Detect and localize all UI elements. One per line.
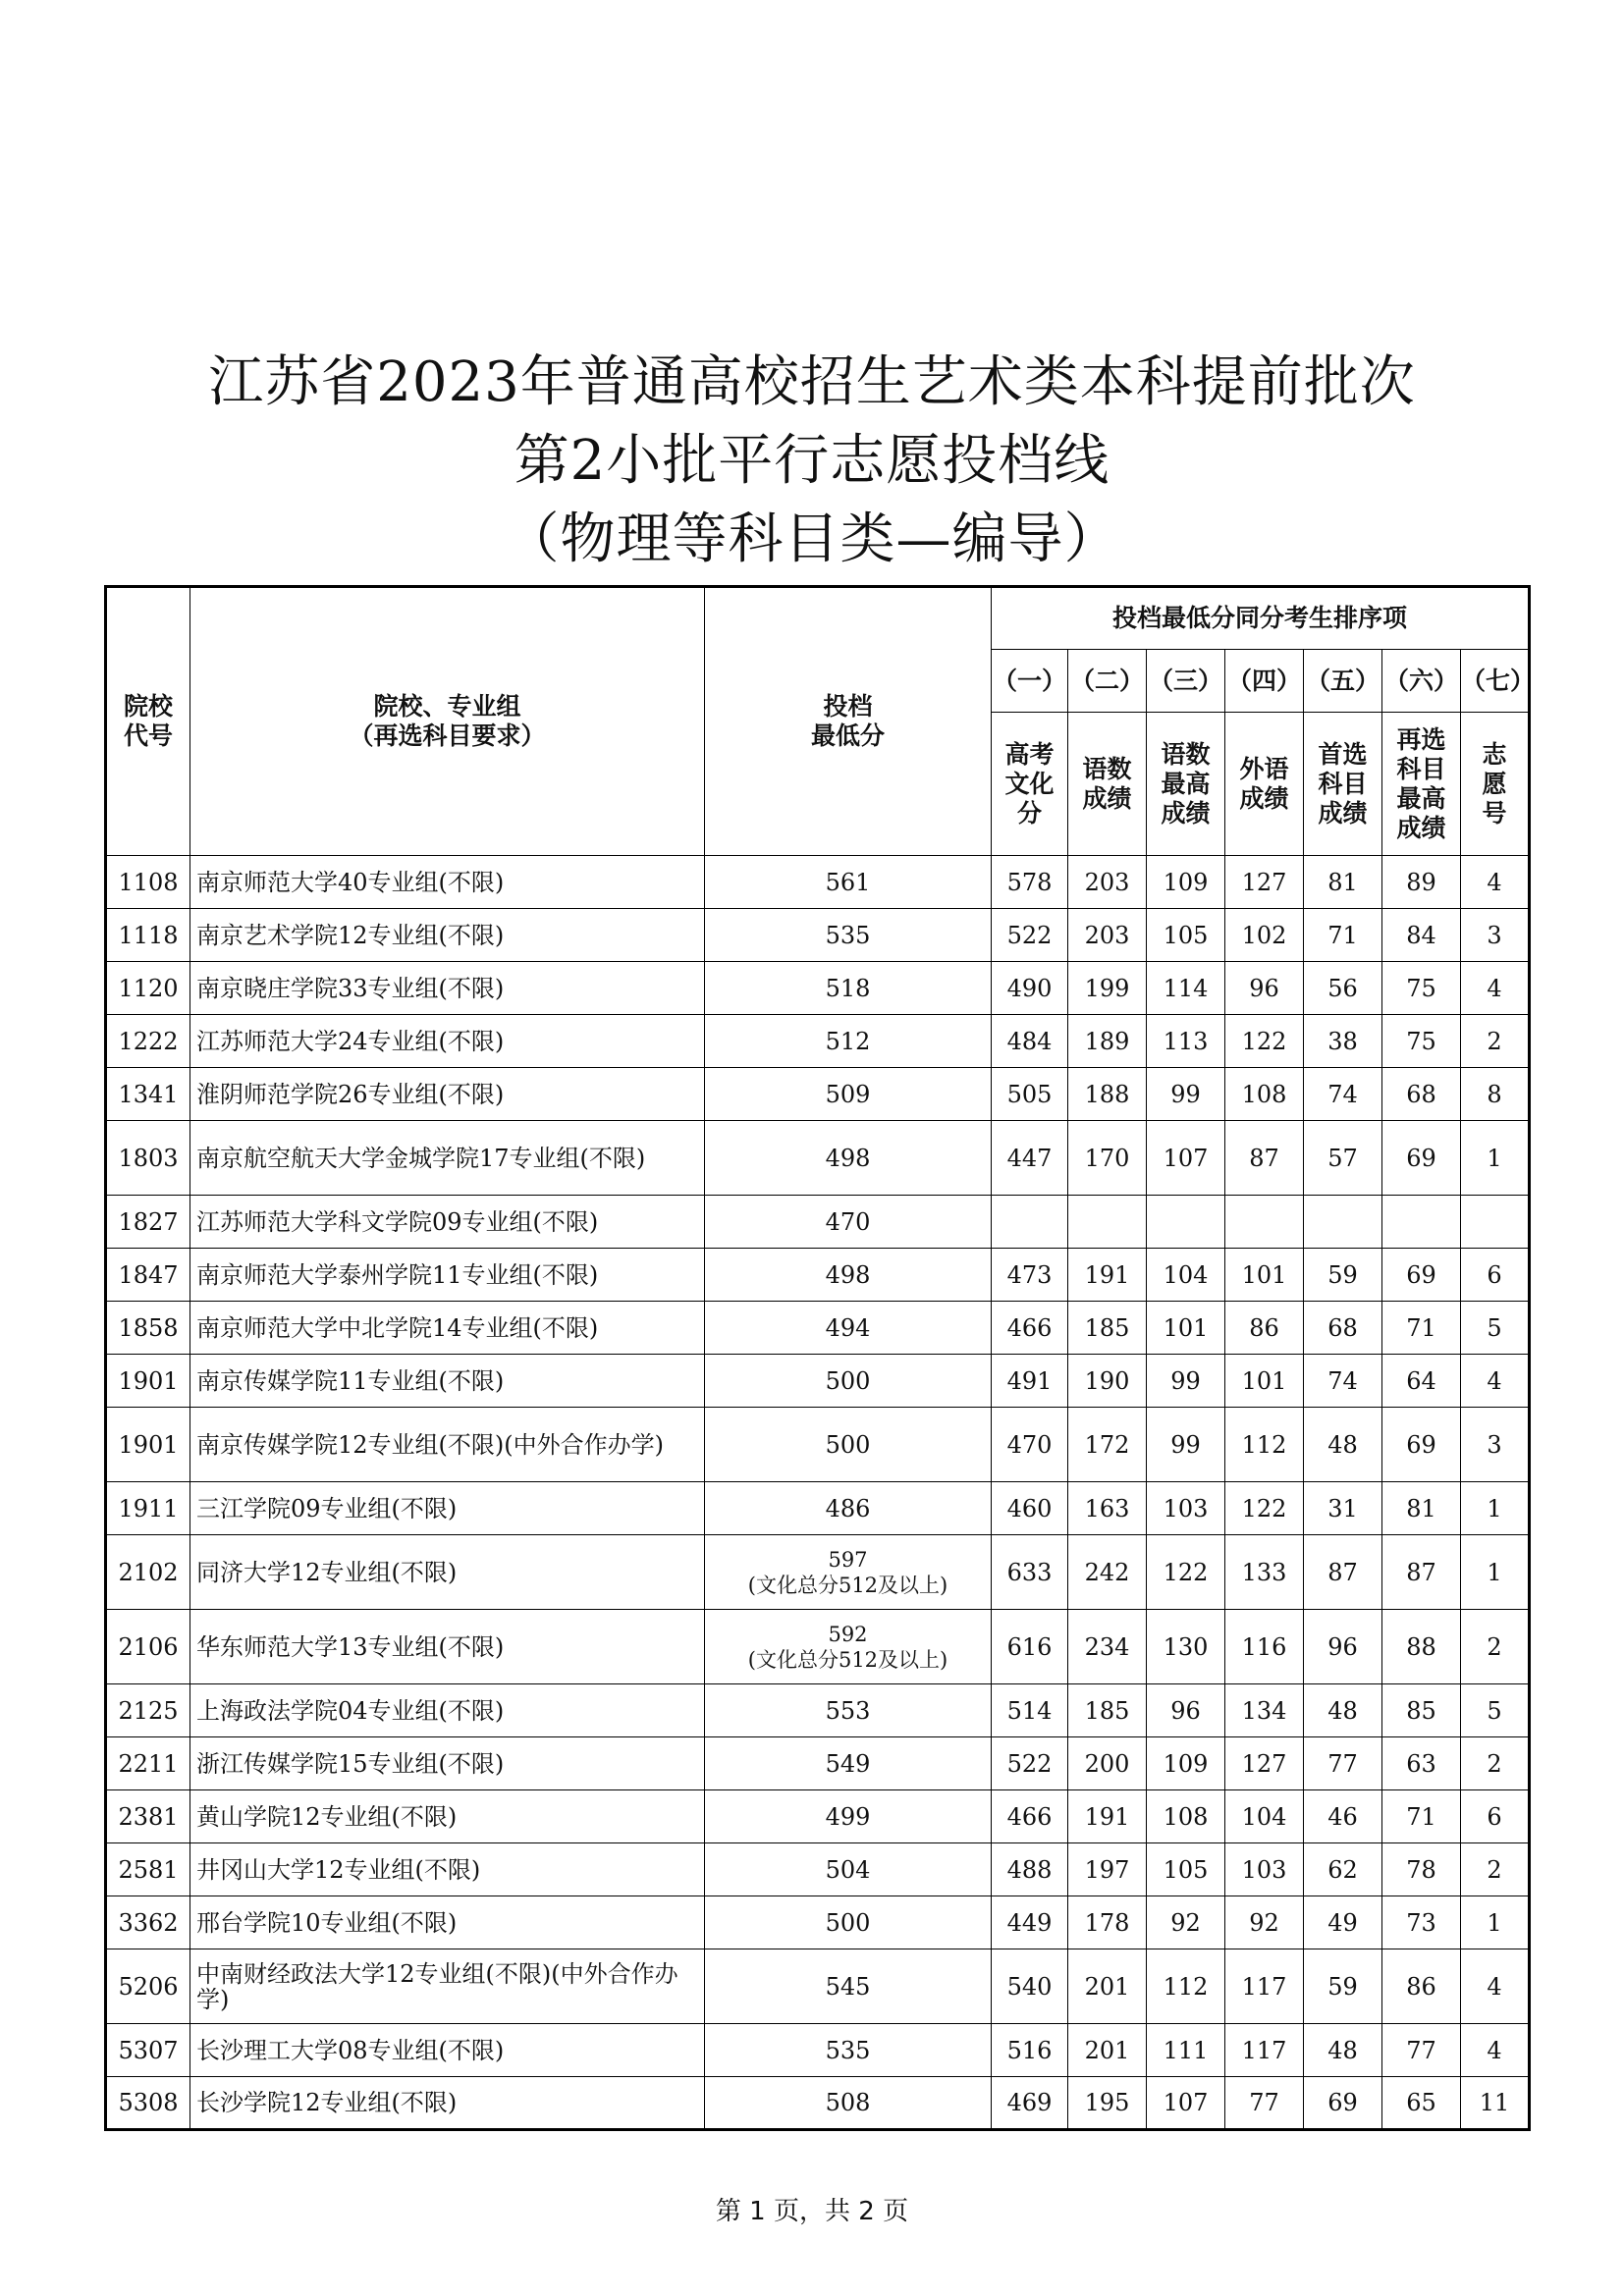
- min-score-value: 553: [825, 1696, 871, 1725]
- cell-sort-2: 163: [1068, 1482, 1147, 1535]
- table-row: [106, 1482, 1530, 1535]
- cell-name: 南京师范大学中北学院14专业组(不限): [190, 1302, 705, 1355]
- cell-code: 1847: [106, 1249, 190, 1302]
- cell-sort-2: 189: [1068, 1015, 1147, 1068]
- cell-sort-1: 490: [992, 962, 1068, 1015]
- cell-min-score: [705, 1068, 992, 1121]
- table-row: [106, 1949, 1530, 2024]
- document-title: [0, 344, 1624, 579]
- cell-name: 江苏师范大学24专业组(不限): [190, 1015, 705, 1068]
- table-row: [106, 1196, 1530, 1249]
- cell-code: 3362: [106, 1896, 190, 1949]
- cell-code: 2211: [106, 1737, 190, 1790]
- cell-sort-6: 81: [1382, 1482, 1461, 1535]
- cell-sort-6: 63: [1382, 1737, 1461, 1790]
- cell-name: 长沙学院12专业组(不限): [190, 2077, 705, 2130]
- cell-name: 华东师范大学13专业组(不限): [190, 1610, 705, 1684]
- table-row: [106, 962, 1530, 1015]
- cell-sort-7: 2: [1461, 1737, 1530, 1790]
- cell-sort-3: [1147, 1196, 1225, 1249]
- cell-sort-3: 107: [1147, 2077, 1225, 2130]
- header-sort-label: 外语 成绩: [1225, 713, 1304, 856]
- cell-sort-2: 190: [1068, 1355, 1147, 1408]
- cell-name: 南京传媒学院12专业组(不限)(中外合作办学): [190, 1408, 705, 1482]
- cell-sort-5: 46: [1304, 1790, 1382, 1843]
- cell-sort-2: 199: [1068, 962, 1147, 1015]
- cell-sort-7: 2: [1461, 1610, 1530, 1684]
- cell-min-score: [705, 1302, 992, 1355]
- cell-sort-6: 85: [1382, 1684, 1461, 1737]
- cell-sort-3: 101: [1147, 1302, 1225, 1355]
- cell-sort-7: 4: [1461, 1355, 1530, 1408]
- cell-name: 南京航空航天大学金城学院17专业组(不限): [190, 1121, 705, 1196]
- cell-sort-6: 89: [1382, 856, 1461, 909]
- cell-sort-3: 107: [1147, 1121, 1225, 1196]
- cell-sort-5: 31: [1304, 1482, 1382, 1535]
- cell-sort-4: 134: [1225, 1684, 1304, 1737]
- cell-code: 1858: [106, 1302, 190, 1355]
- cell-sort-6: 69: [1382, 1408, 1461, 1482]
- cell-sort-5: 62: [1304, 1843, 1382, 1896]
- table-row: [106, 1355, 1530, 1408]
- cell-sort-4: 117: [1225, 1949, 1304, 2024]
- cell-sort-1: 516: [992, 2024, 1068, 2077]
- cell-sort-6: 71: [1382, 1302, 1461, 1355]
- cell-sort-5: [1304, 1196, 1382, 1249]
- table-row: [106, 1684, 1530, 1737]
- cell-min-score: [705, 2024, 992, 2077]
- cell-sort-3: 103: [1147, 1482, 1225, 1535]
- cell-min-score: [705, 2077, 992, 2130]
- cell-sort-4: 133: [1225, 1535, 1304, 1610]
- cell-sort-7: 2: [1461, 1843, 1530, 1896]
- min-score-value: 535: [825, 921, 871, 949]
- cell-min-score: [705, 1249, 992, 1302]
- cell-sort-2: 234: [1068, 1610, 1147, 1684]
- table-row: [106, 1843, 1530, 1896]
- cell-name: 南京师范大学泰州学院11专业组(不限): [190, 1249, 705, 1302]
- cell-sort-4: 108: [1225, 1068, 1304, 1121]
- table-row: [106, 2077, 1530, 2130]
- cell-sort-3: 105: [1147, 909, 1225, 962]
- cell-min-score: [705, 909, 992, 962]
- cell-sort-3: 113: [1147, 1015, 1225, 1068]
- cell-sort-2: 178: [1068, 1896, 1147, 1949]
- cell-sort-5: 57: [1304, 1121, 1382, 1196]
- cell-sort-7: 1: [1461, 1535, 1530, 1610]
- cell-sort-4: 122: [1225, 1015, 1304, 1068]
- cell-min-score: [705, 1355, 992, 1408]
- cell-sort-2: 172: [1068, 1408, 1147, 1482]
- min-score-value: 498: [825, 1260, 871, 1289]
- min-score-value: 512: [825, 1027, 871, 1055]
- cell-sort-7: [1461, 1196, 1530, 1249]
- cell-code: 2581: [106, 1843, 190, 1896]
- cell-min-score: [705, 1790, 992, 1843]
- cell-sort-7: 3: [1461, 1408, 1530, 1482]
- cell-min-score: [705, 1737, 992, 1790]
- cell-sort-4: 103: [1225, 1843, 1304, 1896]
- cell-sort-1: 473: [992, 1249, 1068, 1302]
- cell-sort-7: 6: [1461, 1790, 1530, 1843]
- cell-sort-1: 488: [992, 1843, 1068, 1896]
- min-score-value: 549: [825, 1749, 871, 1778]
- cell-sort-1: 466: [992, 1790, 1068, 1843]
- cell-sort-5: 81: [1304, 856, 1382, 909]
- cell-sort-1: 484: [992, 1015, 1068, 1068]
- cell-sort-3: 96: [1147, 1684, 1225, 1737]
- table-row: [106, 1302, 1530, 1355]
- header-sort-label: 语数 成绩: [1068, 713, 1147, 856]
- cell-sort-1: 522: [992, 1737, 1068, 1790]
- table-row: [106, 2024, 1530, 2077]
- cell-sort-6: 88: [1382, 1610, 1461, 1684]
- cell-sort-3: 122: [1147, 1535, 1225, 1610]
- cell-sort-5: 74: [1304, 1068, 1382, 1121]
- table-row: [106, 1896, 1530, 1949]
- cell-sort-6: 75: [1382, 1015, 1461, 1068]
- cell-name: 南京师范大学40专业组(不限): [190, 856, 705, 909]
- cell-sort-4: 101: [1225, 1355, 1304, 1408]
- header-sort-num: （二）: [1068, 650, 1147, 713]
- table-row: [106, 1535, 1530, 1610]
- min-score-value: 504: [825, 1855, 871, 1884]
- cell-code: 2106: [106, 1610, 190, 1684]
- cell-sort-5: 87: [1304, 1535, 1382, 1610]
- cell-sort-2: 170: [1068, 1121, 1147, 1196]
- cell-sort-4: 127: [1225, 856, 1304, 909]
- min-score-note: (文化总分512及以上): [747, 1573, 948, 1597]
- min-score-note: (文化总分512及以上): [747, 1647, 948, 1672]
- cell-sort-7: 4: [1461, 2024, 1530, 2077]
- min-score-value: 494: [825, 1313, 871, 1342]
- score-table-container: [104, 585, 1536, 2131]
- header-sort-label: 首选 科目 成绩: [1304, 713, 1382, 856]
- cell-code: 1911: [106, 1482, 190, 1535]
- cell-sort-5: 71: [1304, 909, 1382, 962]
- cell-sort-6: 86: [1382, 1949, 1461, 2024]
- cell-sort-1: 505: [992, 1068, 1068, 1121]
- cell-name: 淮阴师范学院26专业组(不限): [190, 1068, 705, 1121]
- cell-min-score: [705, 1196, 992, 1249]
- cell-sort-7: 4: [1461, 962, 1530, 1015]
- cell-sort-3: 108: [1147, 1790, 1225, 1843]
- cell-code: 5308: [106, 2077, 190, 2130]
- cell-sort-7: 5: [1461, 1684, 1530, 1737]
- cell-sort-1: 466: [992, 1302, 1068, 1355]
- cell-sort-7: 1: [1461, 1482, 1530, 1535]
- cell-sort-3: 99: [1147, 1408, 1225, 1482]
- header-sort-num: （四）: [1225, 650, 1304, 713]
- cell-sort-7: 11: [1461, 2077, 1530, 2130]
- cell-sort-4: 92: [1225, 1896, 1304, 1949]
- cell-min-score: [705, 962, 992, 1015]
- cell-sort-1: 540: [992, 1949, 1068, 2024]
- cell-sort-5: 69: [1304, 2077, 1382, 2130]
- cell-sort-6: 68: [1382, 1068, 1461, 1121]
- table-row: [106, 909, 1530, 962]
- cell-sort-3: 130: [1147, 1610, 1225, 1684]
- cell-name: 中南财经政法大学12专业组(不限)(中外合作办学): [190, 1949, 705, 2024]
- cell-sort-1: [992, 1196, 1068, 1249]
- cell-code: 1341: [106, 1068, 190, 1121]
- cell-sort-2: 191: [1068, 1790, 1147, 1843]
- header-name: 院校、专业组 （再选科目要求）: [190, 587, 705, 856]
- min-score-value: 545: [825, 1972, 871, 2001]
- min-score-value: 499: [825, 1802, 871, 1831]
- cell-code: 1118: [106, 909, 190, 962]
- cell-code: 1827: [106, 1196, 190, 1249]
- cell-min-score: [705, 1949, 992, 2024]
- cell-sort-3: 114: [1147, 962, 1225, 1015]
- cell-sort-4: [1225, 1196, 1304, 1249]
- header-min-score: 投档 最低分: [705, 587, 992, 856]
- cell-sort-5: 48: [1304, 2024, 1382, 2077]
- cell-name: 浙江传媒学院15专业组(不限): [190, 1737, 705, 1790]
- header-sort-num: （七）: [1461, 650, 1530, 713]
- cell-sort-1: 633: [992, 1535, 1068, 1610]
- cell-sort-3: 111: [1147, 2024, 1225, 2077]
- cell-sort-6: 71: [1382, 1790, 1461, 1843]
- cell-sort-1: 522: [992, 909, 1068, 962]
- table-row: [106, 1068, 1530, 1121]
- title-line-2: 第2小批平行志愿投档线: [514, 429, 1110, 493]
- cell-sort-3: 109: [1147, 856, 1225, 909]
- cell-sort-3: 99: [1147, 1355, 1225, 1408]
- cell-sort-2: 188: [1068, 1068, 1147, 1121]
- cell-sort-2: 185: [1068, 1302, 1147, 1355]
- min-score-value: 500: [825, 1908, 871, 1937]
- min-score-value: 597: [828, 1547, 868, 1572]
- cell-name: 井冈山大学12专业组(不限): [190, 1843, 705, 1896]
- cell-sort-7: 4: [1461, 1949, 1530, 2024]
- cell-sort-5: 68: [1304, 1302, 1382, 1355]
- cell-sort-6: 84: [1382, 909, 1461, 962]
- min-score-value: 508: [825, 2089, 871, 2116]
- header-code: 院校 代号: [106, 587, 190, 856]
- min-score-value: 509: [825, 1080, 871, 1108]
- cell-sort-7: 3: [1461, 909, 1530, 962]
- cell-sort-4: 104: [1225, 1790, 1304, 1843]
- cell-code: 1803: [106, 1121, 190, 1196]
- cell-sort-1: 449: [992, 1896, 1068, 1949]
- cell-sort-7: 6: [1461, 1249, 1530, 1302]
- table-row: [106, 1015, 1530, 1068]
- header-sort-num: （六）: [1382, 650, 1461, 713]
- cell-name: 南京艺术学院12专业组(不限): [190, 909, 705, 962]
- cell-sort-2: 201: [1068, 1949, 1147, 2024]
- cell-sort-5: 48: [1304, 1408, 1382, 1482]
- cell-sort-6: 75: [1382, 962, 1461, 1015]
- cell-sort-4: 116: [1225, 1610, 1304, 1684]
- score-table: [104, 585, 1536, 2131]
- table-row: [106, 1790, 1530, 1843]
- header-sort-num: （五）: [1304, 650, 1382, 713]
- cell-sort-5: 74: [1304, 1355, 1382, 1408]
- min-score-value: 498: [825, 1144, 871, 1172]
- cell-sort-7: 5: [1461, 1302, 1530, 1355]
- cell-sort-5: 48: [1304, 1684, 1382, 1737]
- cell-sort-5: 38: [1304, 1015, 1382, 1068]
- cell-sort-1: 460: [992, 1482, 1068, 1535]
- min-score-value: 500: [825, 1366, 871, 1395]
- cell-sort-2: 195: [1068, 2077, 1147, 2130]
- cell-sort-4: 102: [1225, 909, 1304, 962]
- cell-sort-7: 2: [1461, 1015, 1530, 1068]
- table-row: [106, 1408, 1530, 1482]
- cell-code: 2125: [106, 1684, 190, 1737]
- cell-sort-2: 203: [1068, 909, 1147, 962]
- min-score-value: 535: [825, 2036, 871, 2064]
- cell-sort-6: 87: [1382, 1535, 1461, 1610]
- cell-sort-4: 96: [1225, 962, 1304, 1015]
- cell-sort-2: 200: [1068, 1737, 1147, 1790]
- cell-sort-6: 73: [1382, 1896, 1461, 1949]
- cell-min-score: [705, 1843, 992, 1896]
- cell-sort-7: 1: [1461, 1121, 1530, 1196]
- cell-sort-5: 59: [1304, 1249, 1382, 1302]
- cell-min-score: [705, 1610, 992, 1684]
- cell-sort-1: 470: [992, 1408, 1068, 1482]
- cell-sort-4: 112: [1225, 1408, 1304, 1482]
- header-sort-label: 高考 文化 分: [992, 713, 1068, 856]
- title-line-3: （物理等科目类—编导）: [504, 507, 1120, 571]
- table-row: [106, 1610, 1530, 1684]
- cell-sort-6: 69: [1382, 1121, 1461, 1196]
- cell-sort-3: 92: [1147, 1896, 1225, 1949]
- cell-code: 5206: [106, 1949, 190, 2024]
- cell-sort-7: 1: [1461, 1896, 1530, 1949]
- cell-sort-3: 112: [1147, 1949, 1225, 2024]
- min-score-value: 592: [828, 1622, 868, 1646]
- cell-name: 长沙理工大学08专业组(不限): [190, 2024, 705, 2077]
- cell-min-score: [705, 1482, 992, 1535]
- min-score-value: 500: [825, 1430, 871, 1459]
- cell-sort-4: 101: [1225, 1249, 1304, 1302]
- cell-name: 黄山学院12专业组(不限): [190, 1790, 705, 1843]
- cell-sort-6: 78: [1382, 1843, 1461, 1896]
- cell-sort-3: 104: [1147, 1249, 1225, 1302]
- cell-sort-1: 578: [992, 856, 1068, 909]
- cell-min-score: [705, 1684, 992, 1737]
- cell-sort-4: 117: [1225, 2024, 1304, 2077]
- min-score-value: 518: [825, 974, 871, 1002]
- table-row: [106, 856, 1530, 909]
- cell-code: 1120: [106, 962, 190, 1015]
- cell-sort-5: 56: [1304, 962, 1382, 1015]
- table-row: [106, 1249, 1530, 1302]
- cell-code: 1901: [106, 1355, 190, 1408]
- cell-name: 南京传媒学院11专业组(不限): [190, 1355, 705, 1408]
- cell-min-score: [705, 1896, 992, 1949]
- header-sort-group: 投档最低分同分考生排序项: [992, 587, 1530, 650]
- cell-name: 南京晓庄学院33专业组(不限): [190, 962, 705, 1015]
- cell-name: 上海政法学院04专业组(不限): [190, 1684, 705, 1737]
- min-score-value: 470: [825, 1207, 871, 1236]
- cell-min-score: [705, 1015, 992, 1068]
- cell-min-score: [705, 1121, 992, 1196]
- cell-sort-5: 49: [1304, 1896, 1382, 1949]
- cell-sort-4: 86: [1225, 1302, 1304, 1355]
- cell-code: 2102: [106, 1535, 190, 1610]
- cell-code: 5307: [106, 2024, 190, 2077]
- cell-sort-2: 191: [1068, 1249, 1147, 1302]
- cell-sort-1: 469: [992, 2077, 1068, 2130]
- cell-sort-6: [1382, 1196, 1461, 1249]
- cell-name: 邢台学院10专业组(不限): [190, 1896, 705, 1949]
- header-sort-num: （一）: [992, 650, 1068, 713]
- cell-name: 同济大学12专业组(不限): [190, 1535, 705, 1610]
- cell-sort-3: 99: [1147, 1068, 1225, 1121]
- cell-sort-6: 65: [1382, 2077, 1461, 2130]
- cell-sort-7: 8: [1461, 1068, 1530, 1121]
- header-sort-label: 语数 最高 成绩: [1147, 713, 1225, 856]
- cell-sort-7: 4: [1461, 856, 1530, 909]
- cell-name: 三江学院09专业组(不限): [190, 1482, 705, 1535]
- cell-sort-3: 105: [1147, 1843, 1225, 1896]
- cell-min-score: [705, 1408, 992, 1482]
- min-score-value: 486: [825, 1494, 871, 1522]
- cell-sort-5: 59: [1304, 1949, 1382, 2024]
- cell-sort-6: 64: [1382, 1355, 1461, 1408]
- cell-min-score: [705, 1535, 992, 1610]
- cell-sort-4: 87: [1225, 1121, 1304, 1196]
- cell-sort-4: 122: [1225, 1482, 1304, 1535]
- cell-code: 2381: [106, 1790, 190, 1843]
- header-sort-num: （三）: [1147, 650, 1225, 713]
- cell-sort-3: 109: [1147, 1737, 1225, 1790]
- table-row: [106, 1121, 1530, 1196]
- cell-sort-5: 77: [1304, 1737, 1382, 1790]
- cell-name: 江苏师范大学科文学院09专业组(不限): [190, 1196, 705, 1249]
- cell-sort-2: [1068, 1196, 1147, 1249]
- cell-sort-1: 514: [992, 1684, 1068, 1737]
- min-score-value: 561: [825, 868, 871, 896]
- cell-code: 1222: [106, 1015, 190, 1068]
- cell-sort-2: 201: [1068, 2024, 1147, 2077]
- cell-code: 1108: [106, 856, 190, 909]
- cell-sort-2: 197: [1068, 1843, 1147, 1896]
- cell-sort-1: 491: [992, 1355, 1068, 1408]
- cell-sort-2: 185: [1068, 1684, 1147, 1737]
- cell-sort-2: 203: [1068, 856, 1147, 909]
- cell-sort-5: 96: [1304, 1610, 1382, 1684]
- header-sort-label: 志 愿 号: [1461, 713, 1530, 856]
- header-sort-label: 再选 科目 最高 成绩: [1382, 713, 1461, 856]
- cell-sort-6: 77: [1382, 2024, 1461, 2077]
- table-row: [106, 1737, 1530, 1790]
- page-footer: 第 1 页，共 2 页: [715, 2197, 909, 2226]
- cell-min-score: [705, 856, 992, 909]
- cell-sort-1: 616: [992, 1610, 1068, 1684]
- cell-code: 1901: [106, 1408, 190, 1482]
- cell-sort-4: 127: [1225, 1737, 1304, 1790]
- cell-sort-6: 69: [1382, 1249, 1461, 1302]
- cell-sort-4: 77: [1225, 2077, 1304, 2130]
- title-line-1: 江苏省2023年普通高校招生艺术类本科提前批次: [208, 350, 1416, 414]
- cell-sort-2: 242: [1068, 1535, 1147, 1610]
- cell-sort-1: 447: [992, 1121, 1068, 1196]
